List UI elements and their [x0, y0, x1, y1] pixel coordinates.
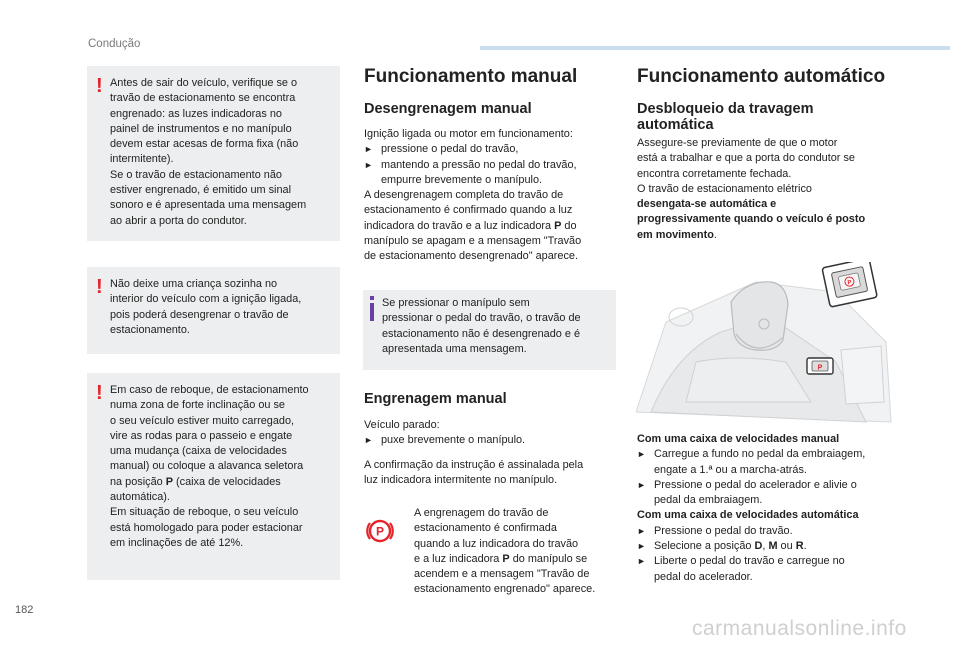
warning-text: Em caso de reboque, de estacionamento numa zona de forte inclinação ou se o seu veículo estiver muito carregado, vire as rodas para o passeio e engate uma mudança (caixa de velocidades manual) ou coloque a alavanca seletora na posição P (caixa de velocidades automática). Em situação de reboque, o seu veículo está homologado para poder estacionar em inclinações de até 12%.: [110, 384, 309, 549]
svg-text:P: P: [817, 364, 823, 372]
warning-icon: !: [96, 75, 103, 97]
manual-release-text: Ignição ligada ou motor em funcionamento: ► pressione o pedal do travão, ► mantendo a pressão no pedal do travão, empurre brevemente o manípulo. A desengrenagem completa do travão de estacionamento é confirmado quando a luz indicadora do travão e a luz indicadora P do manípulo se apagam e a mensagem "Travão de estacionamento desengrenado" aparece.: [364, 128, 582, 263]
automatic-title: Funcionamento automático: [637, 66, 886, 87]
automatic-release-heading: Desbloqueio da travagem automática: [637, 101, 814, 133]
confirmation-text: A confirmação da instrução é assinalada pela luz indicadora intermitente no manípulo.: [364, 459, 584, 487]
watermark: carmanualsonline.info: [692, 617, 907, 640]
section-label: Condução: [88, 38, 141, 50]
engage-confirmation-note: A engrenagem do travão de estacionamento é confirmada quando a luz indicadora do travão e a luz indicadora P do manípulo se acendem e a mensagem "Travão de estacionamento engrenado" aparece.: [414, 507, 596, 596]
warning-text: Antes de sair do veículo, verifique se o travão de estacionamento se encontra engrenado: as luzes indicadoras no painel de instrumentos e no manípulo devem estar acesas de forma fixa (não intermitente). Se o travão de estacionamento não estiver engrenado, é emitido um sinal sonoro e é apresentada uma mensagem ao abrir a porta do condutor.: [110, 77, 307, 227]
info-box: Se pressionar o manípulo sem pressionar o pedal do travão, o travão de estacionamento não é desengrenado e é apresentada uma mensagem.: [363, 290, 616, 370]
center-console-illustration: [636, 262, 896, 430]
svg-text:P: P: [847, 279, 853, 287]
arrow-icon: ►: [637, 525, 646, 536]
parking-brake-warning-icon: [365, 516, 395, 546]
svg-text:P: P: [375, 524, 385, 539]
warning-icon: !: [96, 382, 103, 404]
header-bar: [480, 46, 950, 50]
warning-text: Não deixe uma criança sozinha no interior do veículo com a ignição ligada, pois poderá desengrenar o travão de estacionamento.: [110, 278, 302, 336]
warning-icon: !: [96, 276, 103, 298]
warning-box-child: [87, 267, 340, 354]
page-number: 182: [15, 604, 34, 616]
info-icon: [370, 296, 374, 322]
arrow-icon: ►: [364, 144, 373, 155]
automatic-release-text: Assegure-se previamente de que o motor está a trabalhar e que a porta do condutor se encontra corretamente fechada. O travão de estacionamento elétrico desengata-se automática e progressivamente quando o veículo é posto em movimento.: [637, 137, 866, 241]
arrow-icon: ►: [637, 479, 646, 490]
arrow-icon: ►: [637, 541, 646, 552]
start-instructions: Com uma caixa de velocidades manual ► Carregue a fundo no pedal da embraiagem, engate a 1.ª ou a marcha-atrás. ► Pressione o pedal do acelerador e alivie o pedal da embraiagem. Com uma caixa de velocidades automática ► Pressione o pedal do travão. ► Selecione a posição D, M ou R. ► Liberte o pedal do travão e carregue no pedal do acelerador.: [637, 433, 866, 583]
manual-release-heading: Desengrenagem manual: [364, 101, 532, 117]
warning-box-towing: [87, 373, 340, 580]
manual-engage-text: Veículo parado: ► puxe brevemente o manípulo.: [364, 418, 614, 449]
arrow-icon: ►: [637, 449, 646, 460]
arrow-icon: ►: [364, 435, 373, 446]
arrow-icon: ►: [364, 159, 373, 170]
warning-box-exit: [87, 66, 340, 241]
arrow-icon: ►: [637, 556, 646, 567]
manual-engage-heading: Engrenagem manual: [364, 391, 507, 407]
manual-title: Funcionamento manual: [364, 66, 578, 87]
